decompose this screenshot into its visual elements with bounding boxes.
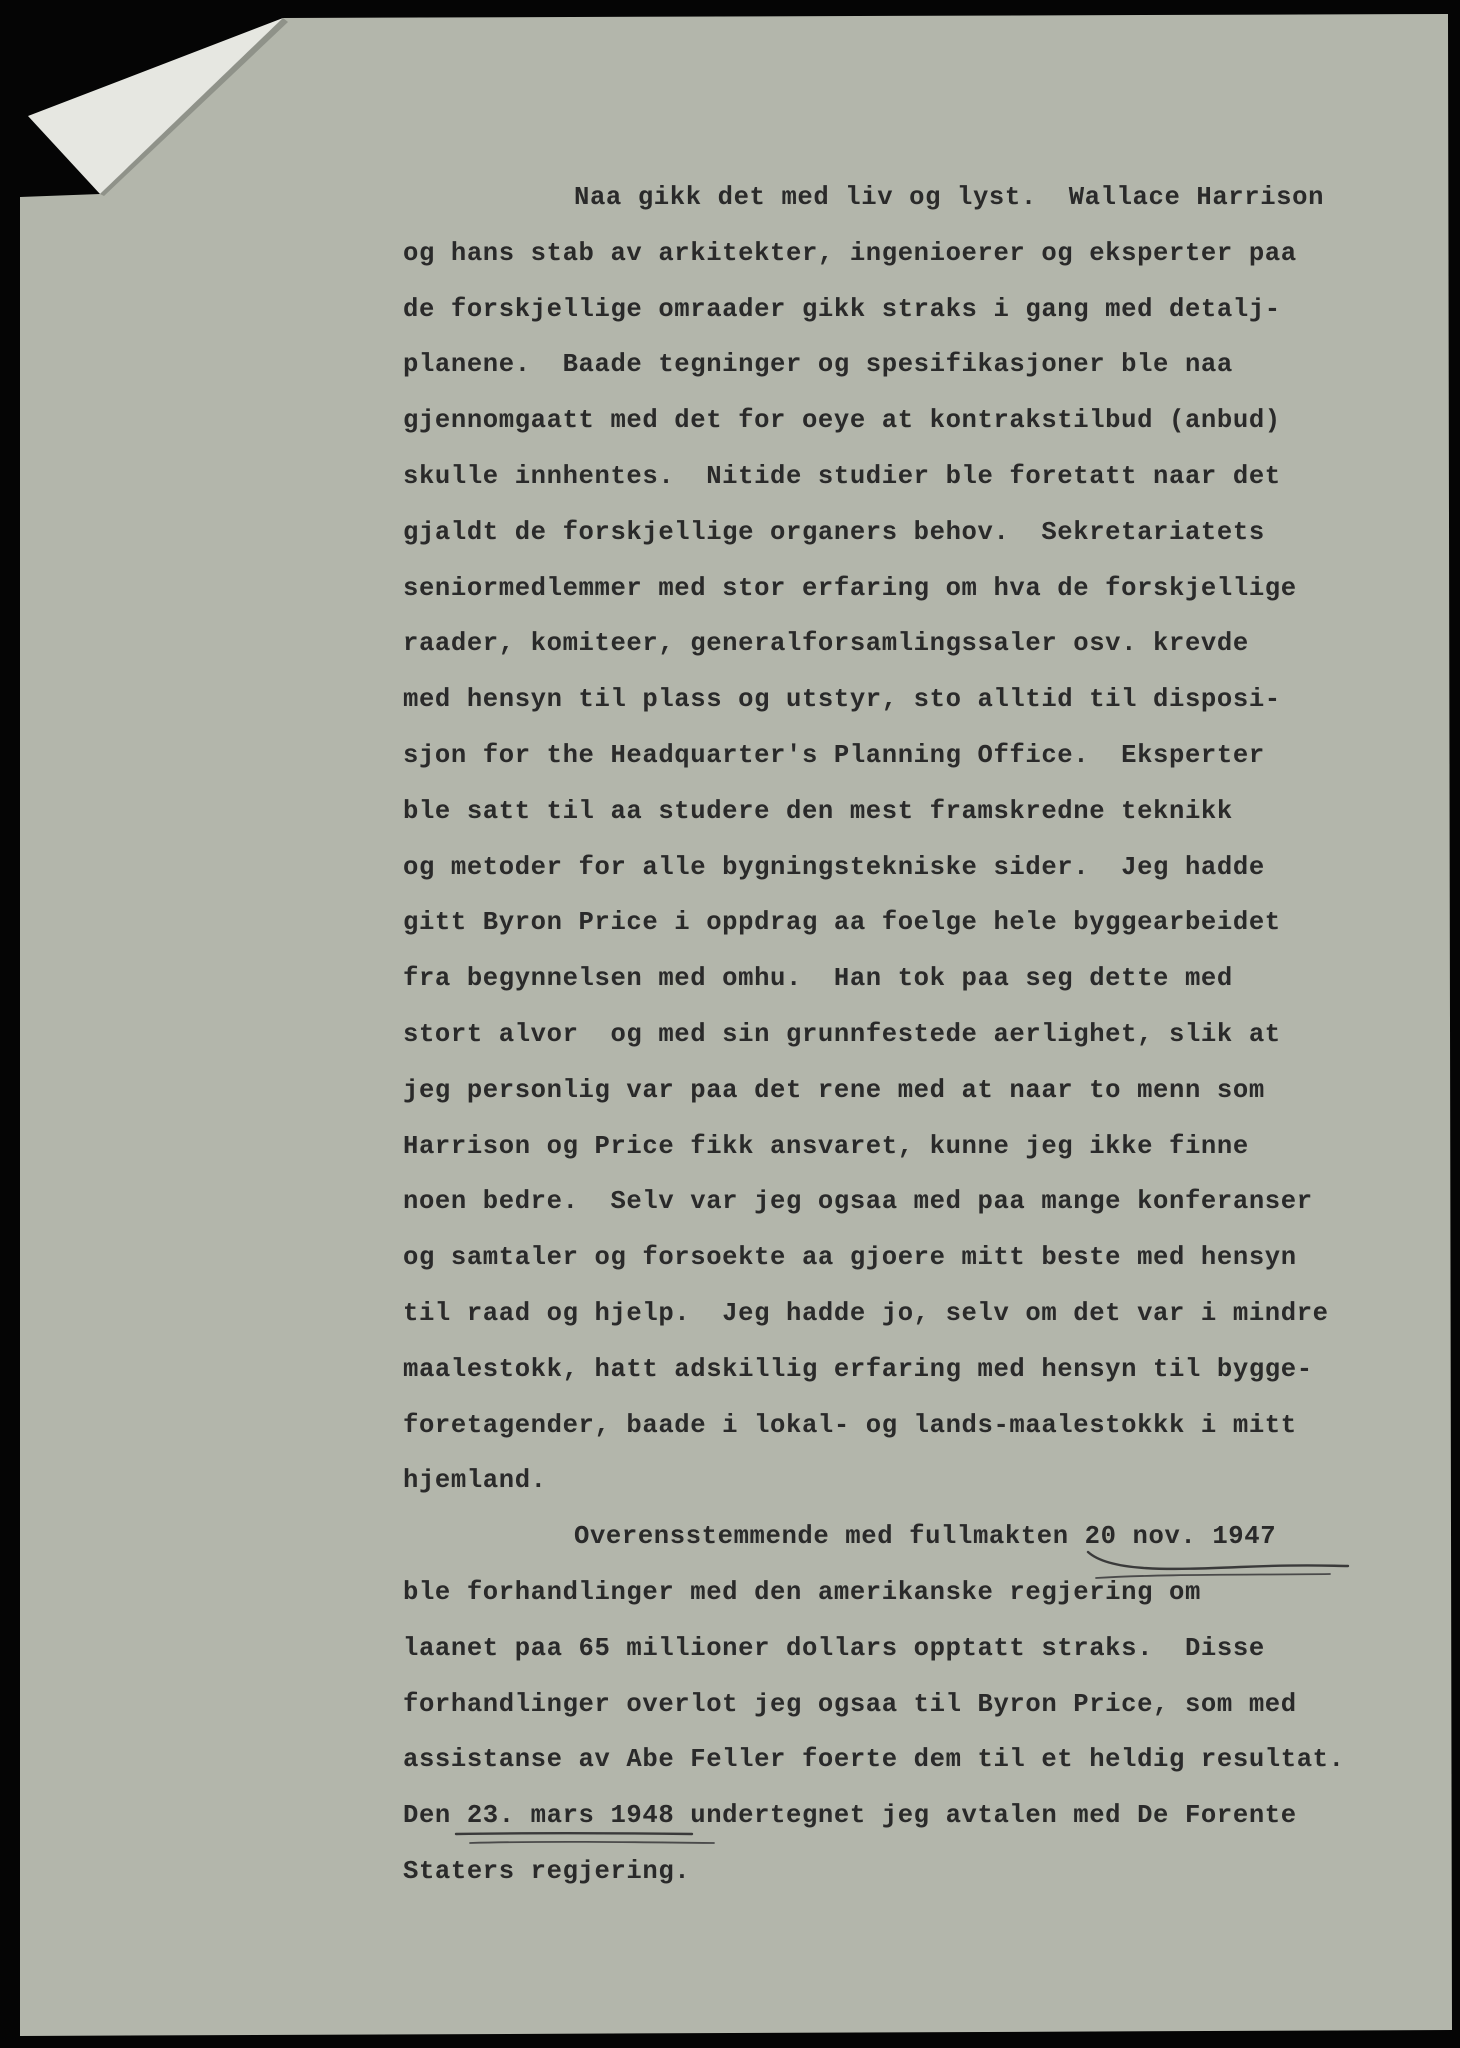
text-line: og hans stab av arkitekter, ingenioerer og eksperter paa: [403, 238, 1297, 268]
text-line: fra begynnelsen med omhu. Han tok paa seg dette med: [403, 964, 1233, 994]
text-line: Overensstemmende med fullmakten 20 nov. 1947: [574, 1522, 1277, 1552]
text-line: stort alvor og med sin grunnfestede aerlighet, slik at: [403, 1019, 1281, 1049]
text-line: jeg personlig var paa det rene med at naar to menn som: [403, 1075, 1265, 1105]
text-line: skulle innhentes. Nitide studier ble foretatt naar det: [403, 461, 1281, 491]
text-line: og metoder for alle bygningstekniske sider. Jeg hadde: [403, 852, 1265, 882]
text-line: hjemland.: [403, 1466, 547, 1496]
typed-text-body: [403, 170, 1413, 1900]
text-line: Naa gikk det med liv og lyst. Wallace Harrison: [574, 183, 1325, 212]
text-line: sjon for the Headquarter's Planning Office. Eksperter: [403, 740, 1265, 770]
text-line: maalestokk, hatt adskillig erfaring med hensyn til bygge-: [403, 1354, 1313, 1384]
text-line: ble satt til aa studere den mest framskredne teknikk: [403, 796, 1233, 826]
text-line: assistanse av Abe Feller foerte dem til et heldig resultat.: [403, 1745, 1345, 1775]
text-line: laanet paa 65 millioner dollars opptatt straks. Disse: [403, 1633, 1265, 1663]
text-line: gitt Byron Price i oppdrag aa foelge hele byggearbeidet: [403, 908, 1281, 938]
text-line: gjaldt de forskjellige organers behov. Sekretariatets: [403, 517, 1265, 547]
text-line: med hensyn til plass og utstyr, sto alltid til disposi-: [403, 685, 1281, 715]
text-line: seniormedlemmer med stor erfaring om hva de forskjellige: [403, 573, 1297, 603]
text-line: planene. Baade tegninger og spesifikasjoner ble naa: [403, 350, 1233, 380]
text-line: noen bedre. Selv var jeg ogsaa med paa mange konferanser: [403, 1187, 1313, 1217]
paragraph-2: [403, 1509, 1413, 1900]
text-line: Den 23. mars 1948 undertegnet jeg avtalen med De Forente: [403, 1801, 1297, 1831]
text-line: gjennomgaatt med det for oeye at kontrakstilbud (anbud): [403, 406, 1281, 436]
text-line: de forskjellige omraader gikk straks i gang med detalj-: [403, 294, 1281, 324]
paragraph-1: [403, 170, 1413, 1509]
text-line: raader, komiteer, generalforsamlingssaler osv. krevde: [403, 629, 1249, 659]
text-line: Staters regjering.: [403, 1856, 691, 1886]
text-line: ble forhandlinger med den amerikanske regjering om: [403, 1577, 1201, 1607]
text-line: og samtaler og forsoekte aa gjoere mitt beste med hensyn: [403, 1243, 1297, 1273]
text-line: Harrison og Price fikk ansvaret, kunne jeg ikke finne: [403, 1131, 1249, 1161]
text-line: til raad og hjelp. Jeg hadde jo, selv om det var i mindre: [403, 1298, 1329, 1328]
text-line: forhandlinger overlot jeg ogsaa til Byron Price, som med: [403, 1689, 1297, 1719]
text-line: foretagender, baade i lokal- og lands-maalestokkk i mitt: [403, 1410, 1297, 1440]
